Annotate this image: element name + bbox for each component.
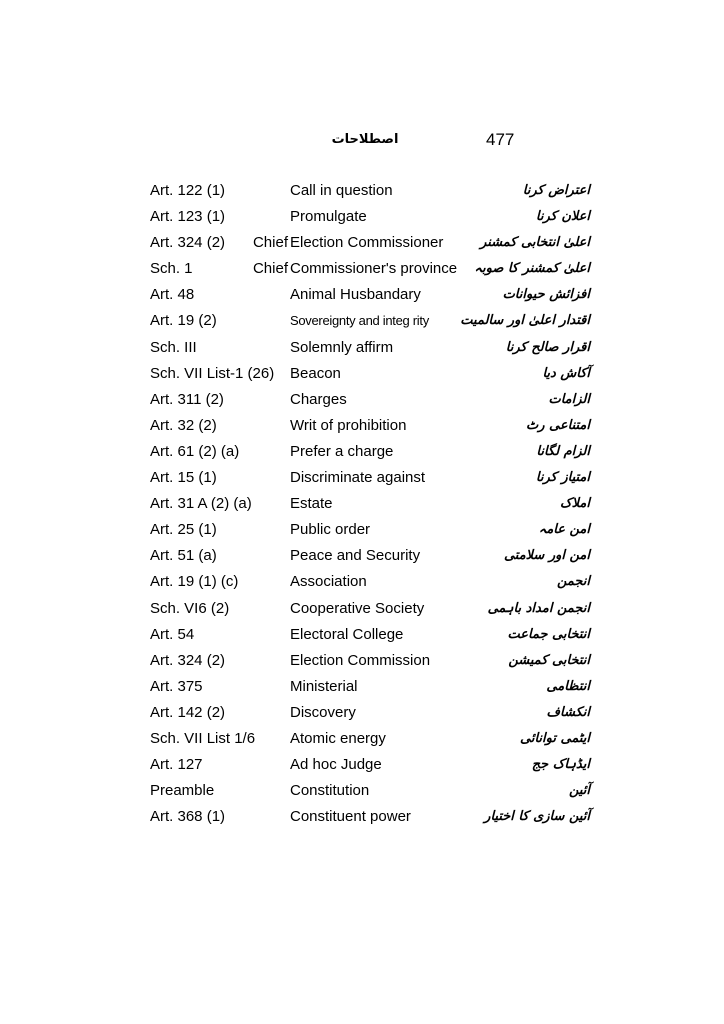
english-term: Ministerial <box>290 677 358 695</box>
article-reference: Art. 123 (1) <box>150 208 226 226</box>
glossary-row <box>150 569 590 595</box>
glossary-row <box>150 622 590 648</box>
glossary-row <box>150 387 590 413</box>
urdu-term: الزامات <box>548 391 590 407</box>
glossary-row <box>150 752 590 778</box>
english-term: Sovereignty and integ rity <box>290 313 429 329</box>
urdu-term: انکشاف <box>546 704 590 720</box>
english-term: Ad hoc Judge <box>290 756 382 774</box>
article-reference: Art. 127 <box>150 756 203 774</box>
glossary-row <box>150 439 590 465</box>
urdu-term: انتخابی کمیشن <box>508 652 590 668</box>
english-term: Constituent power <box>290 808 411 826</box>
article-reference: Art. 368 (1) <box>150 808 226 826</box>
article-reference: Sch. 1 <box>150 260 193 278</box>
urdu-term: اعتراض کرنا <box>522 183 590 198</box>
glossary-row <box>150 230 590 256</box>
english-term: Association <box>290 573 367 591</box>
english-term: Beacon <box>290 364 341 382</box>
article-reference: Art. 142 (2) <box>150 703 226 721</box>
urdu-term: آکاش دیا <box>542 365 590 381</box>
article-reference: Sch. VI6 (2) <box>150 599 230 617</box>
article-reference: Art. 48 <box>150 286 195 304</box>
article-reference: Art. 324 (2) <box>150 234 226 252</box>
english-term: Election Commission <box>290 651 431 669</box>
english-term: Animal Husbandary <box>290 286 421 304</box>
article-reference: Preamble <box>150 782 215 800</box>
glossary-row <box>150 282 590 308</box>
article-reference: Art. 54 <box>150 625 195 643</box>
english-term: Writ of prohibition <box>290 416 407 434</box>
glossary-row <box>150 700 590 726</box>
article-reference: Sch. VII List-1 (26) <box>150 364 275 382</box>
article-reference: Art. 375 <box>150 677 203 695</box>
glossary-row <box>150 543 590 569</box>
urdu-term: انجمن <box>556 574 590 590</box>
page-number: 477 <box>486 130 515 149</box>
english-term: Constitution <box>290 782 370 800</box>
urdu-term: انجمن امداد باہمی <box>487 600 590 616</box>
english-term: Electoral College <box>290 625 404 643</box>
urdu-term: امن عامہ <box>538 522 590 538</box>
urdu-term: امتناعی رٹ <box>525 417 590 433</box>
article-reference: Art. 122 (1) <box>150 182 226 199</box>
article-reference: Art. 25 (1) <box>150 521 217 539</box>
english-term: Discovery <box>290 703 356 721</box>
urdu-term: املاک <box>560 496 590 512</box>
term-prefix: Chief <box>252 260 288 278</box>
urdu-term: اعلان کرنا <box>535 209 590 225</box>
english-term: Prefer a charge <box>290 442 394 460</box>
glossary-row <box>150 204 590 230</box>
glossary-row <box>150 674 590 700</box>
glossary-row <box>150 308 590 334</box>
english-term: Promulgate <box>290 208 367 226</box>
urdu-term: اقرار صالح کرنا <box>505 339 590 355</box>
glossary-row <box>150 361 590 387</box>
glossary-row <box>150 804 590 830</box>
article-reference: Art. 19 (1) (c) <box>150 573 239 591</box>
article-reference: Art. 324 (2) <box>150 651 226 669</box>
article-reference: Art. 19 (2) <box>150 312 217 330</box>
glossary-row <box>150 256 590 282</box>
glossary-row <box>150 178 590 204</box>
glossary-row <box>150 465 590 491</box>
glossary-row <box>150 648 590 674</box>
english-term: Commissioner's province <box>290 260 458 278</box>
english-term: Call in question <box>290 182 393 199</box>
urdu-term: ایٹمی توانائی <box>519 730 590 746</box>
glossary-row <box>150 491 590 517</box>
glossary-row <box>150 517 590 543</box>
english-term: Peace and Security <box>290 547 421 565</box>
english-term: Solemnly affirm <box>290 338 394 356</box>
article-reference: Art. 51 (a) <box>150 547 217 565</box>
urdu-term: انتخابی جماعت <box>507 626 590 642</box>
article-reference: Sch. III <box>150 338 197 356</box>
urdu-term: اقتدار اعلیٰ اور سالمیت <box>460 313 590 329</box>
article-reference: Sch. VII List 1/6 <box>150 729 256 747</box>
running-header-title: اصطلاحات <box>331 132 399 147</box>
urdu-term: اعلیٰ کمشنر کا صوبہ <box>474 261 590 277</box>
english-term: Charges <box>290 390 347 408</box>
english-term: Estate <box>290 495 333 513</box>
english-term: Discriminate against <box>290 469 426 487</box>
urdu-term: امن اور سلامتی <box>503 548 590 564</box>
urdu-term: اعلیٰ انتخابی کمشنر <box>480 235 590 251</box>
urdu-term: آئین سازی کا اختیار <box>484 809 590 825</box>
glossary-row <box>150 726 590 752</box>
english-term: Cooperative Society <box>290 599 425 617</box>
urdu-term: ایڈہاک جج <box>531 757 590 773</box>
glossary-row <box>150 335 590 361</box>
term-prefix: Chief <box>252 234 288 252</box>
urdu-term: امتیاز کرنا <box>535 470 590 486</box>
english-term: Public order <box>290 521 371 539</box>
english-term: Election Commissioner <box>290 234 444 252</box>
english-term: Atomic energy <box>290 729 386 747</box>
article-reference: Art. 311 (2) <box>150 390 224 408</box>
article-reference: Art. 32 (2) <box>150 416 217 434</box>
article-reference: Art. 15 (1) <box>150 469 217 487</box>
glossary-row <box>150 596 590 622</box>
urdu-term: الزام لگانا <box>536 443 590 459</box>
glossary-row <box>150 778 590 804</box>
article-reference: Art. 31 A (2) (a) <box>150 495 252 513</box>
article-reference: Art. 61 (2) (a) <box>150 442 240 460</box>
glossary-list <box>150 178 590 830</box>
urdu-term: انتظامی <box>546 678 590 694</box>
urdu-term: افزائش حیوانات <box>502 287 590 303</box>
urdu-term: آئین <box>568 783 590 799</box>
glossary-row <box>150 413 590 439</box>
